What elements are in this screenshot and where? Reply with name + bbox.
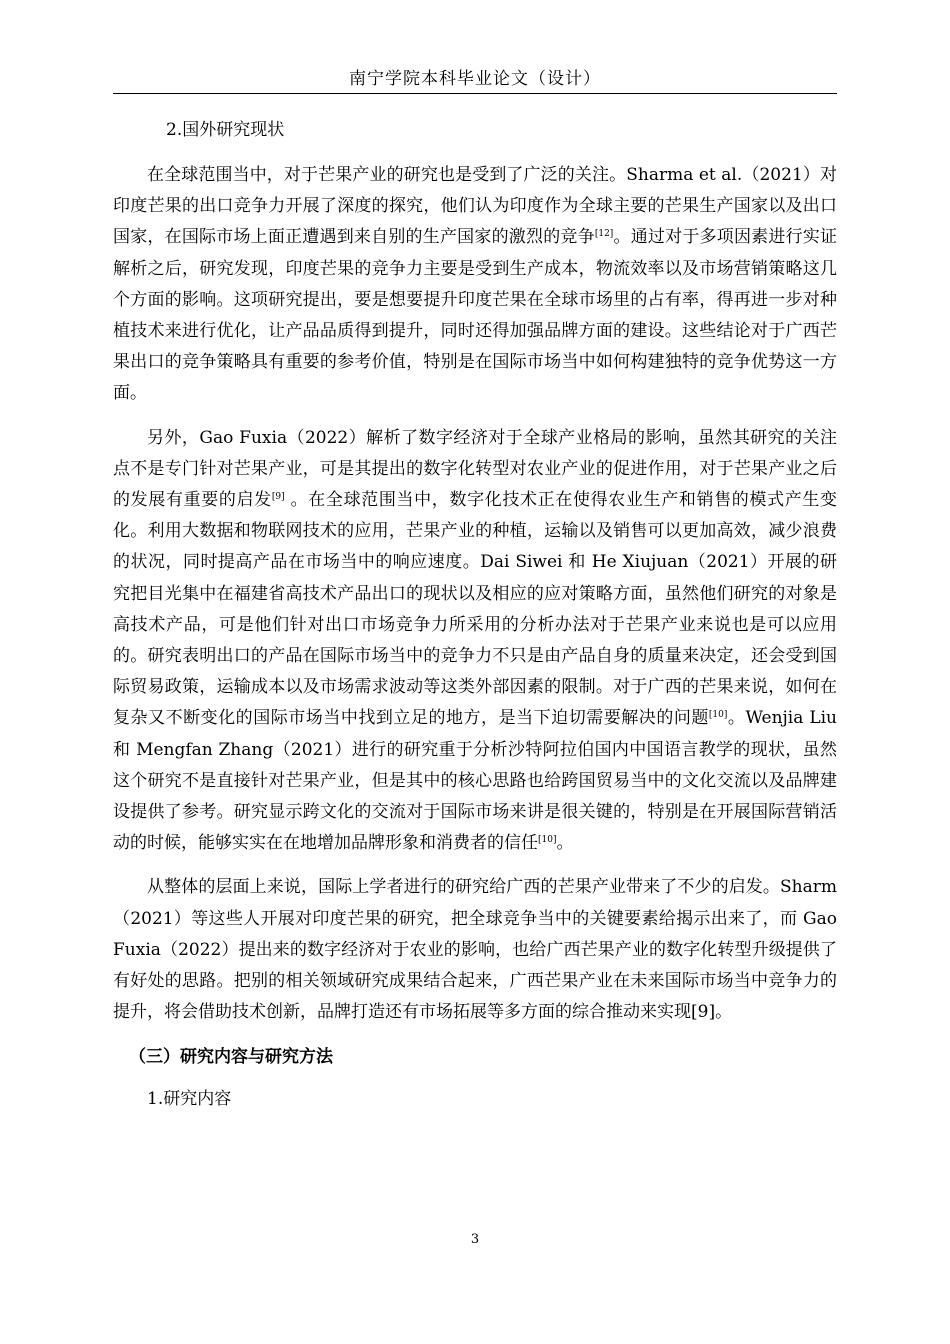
paragraph-text: 。通过对于多项因素进行实证解析之后，研究发现，印度芒果的竞争力主要是受到生产成本，物流效率以及市场营销策略这几个方面的影响。这项研究提出，要是想要提升印度芒果在全球市场里的占有率，得再进一步对种植技术来进行优化，让产品品质得到提升，同时还得加强品牌方面的建设。这些结论对于广西芒果出口的竞争策略具有重要的参考价值，特别是在国际市场当中如何构建独特的竞争优势这一方面。 bbox=[113, 227, 838, 404]
header-rule bbox=[113, 93, 837, 94]
paragraph-text: 。Wenjia Liu 和 Mengfan Zhang（2021）进行的研究重于分析沙特阿拉伯国内中国语言教学的现状，虽然这个研究不是直接针对芒果产业，但是其中的核心思路也给跨国贸易当中的文化交流以及品牌建设提供了参考。研究显示跨文化的交流对于国际市场来讲是很关键的，特别是在开展国际营销活动的时候，能够实实在在地增加品牌形象和消费者的信任 bbox=[113, 708, 837, 854]
paragraph bbox=[113, 872, 837, 1028]
citation-marker: [10] bbox=[538, 835, 557, 846]
page-body bbox=[113, 114, 837, 1115]
paragraph-text: 。 bbox=[556, 833, 574, 854]
section-heading: （三）研究内容与研究方法 bbox=[129, 1047, 333, 1068]
paragraph-text: 在全球范围当中，对于芒果产业的研究也是受到了广泛的关注。Sharma et al.（2021）对印度芒果的出口竞争力开展了深度的探究，他们认为印度作为全球主要的芒果生产国家以及出口国家，在国际市场上面正遭遇到来自别的生产国家的激烈的竞争 bbox=[113, 165, 837, 248]
paragraph-text: 从整体的层面上来说，国际上学者进行的研究给广西的芒果产业带来了不少的启发。Sharm（2021）等这些人开展对印度芒果的研究，把全球竞争当中的关键要素给揭示出来了，而 Gao Fuxia（2022）提出来的数字经济对于农业的影响，也给广西芒果产业的数字化转型升级提供了有好处的思路。把别的相关领域研究成果结合起来，广西芒果产业在未来国际市场当中竞争力的提升，将会借助技术创新，品牌打造还有市场拓展等多方面的综合推动来实现[9]。 bbox=[113, 877, 837, 1023]
citation-marker: [12] bbox=[594, 229, 614, 240]
paragraph bbox=[113, 160, 837, 410]
subsection-title-2: 1.研究内容 bbox=[147, 1089, 232, 1110]
paragraph bbox=[113, 423, 837, 860]
page-number: 3 bbox=[470, 1232, 480, 1247]
paragraph-text: 另外，Gao Fuxia（2022）解析了数字经济对于全球产业格局的影响，虽然其研究的关注点不是专门针对芒果产业，可是其提出的数字化转型对农业产业的促进作用，对于芒果产业之后的发展有重要的启发 bbox=[113, 427, 837, 511]
paragraph-text: 。在全球范围当中，数字化技术正在使得农业生产和销售的模式产生变化。利用大数据和物联网技术的应用，芒果产业的种植，运输以及销售可以更加高效，减少浪费的状况，同时提高产品在市场当中的响应速度。Dai Siwei 和 He Xiujuan（2021）开展的研究把目光集中在福建省高技术产品出口的现状以及相应的应对策略方面，虽然他们研究的对象是高技术产品，可是他们针对出口市场竞争力所采用的分析办法对于芒果产业来说也是可以应用的。研究表明出口的产品在国际市场当中的竞争力不只是由产品自身的质量来决定，还会受到国际贸易政策，运输成本以及市场需求波动等这类外部因素的限制。对于广西的芒果来说，如何在复杂又不断变化的国际市场当中找到立足的地方，是当下迫切需要解决的问题 bbox=[113, 490, 838, 729]
running-header: 南宁学院本科毕业论文（设计） bbox=[349, 69, 601, 89]
citation-marker: [9] bbox=[271, 492, 285, 503]
citation-marker: [10] bbox=[708, 710, 728, 721]
subsection-title: 2.国外研究现状 bbox=[166, 120, 285, 140]
